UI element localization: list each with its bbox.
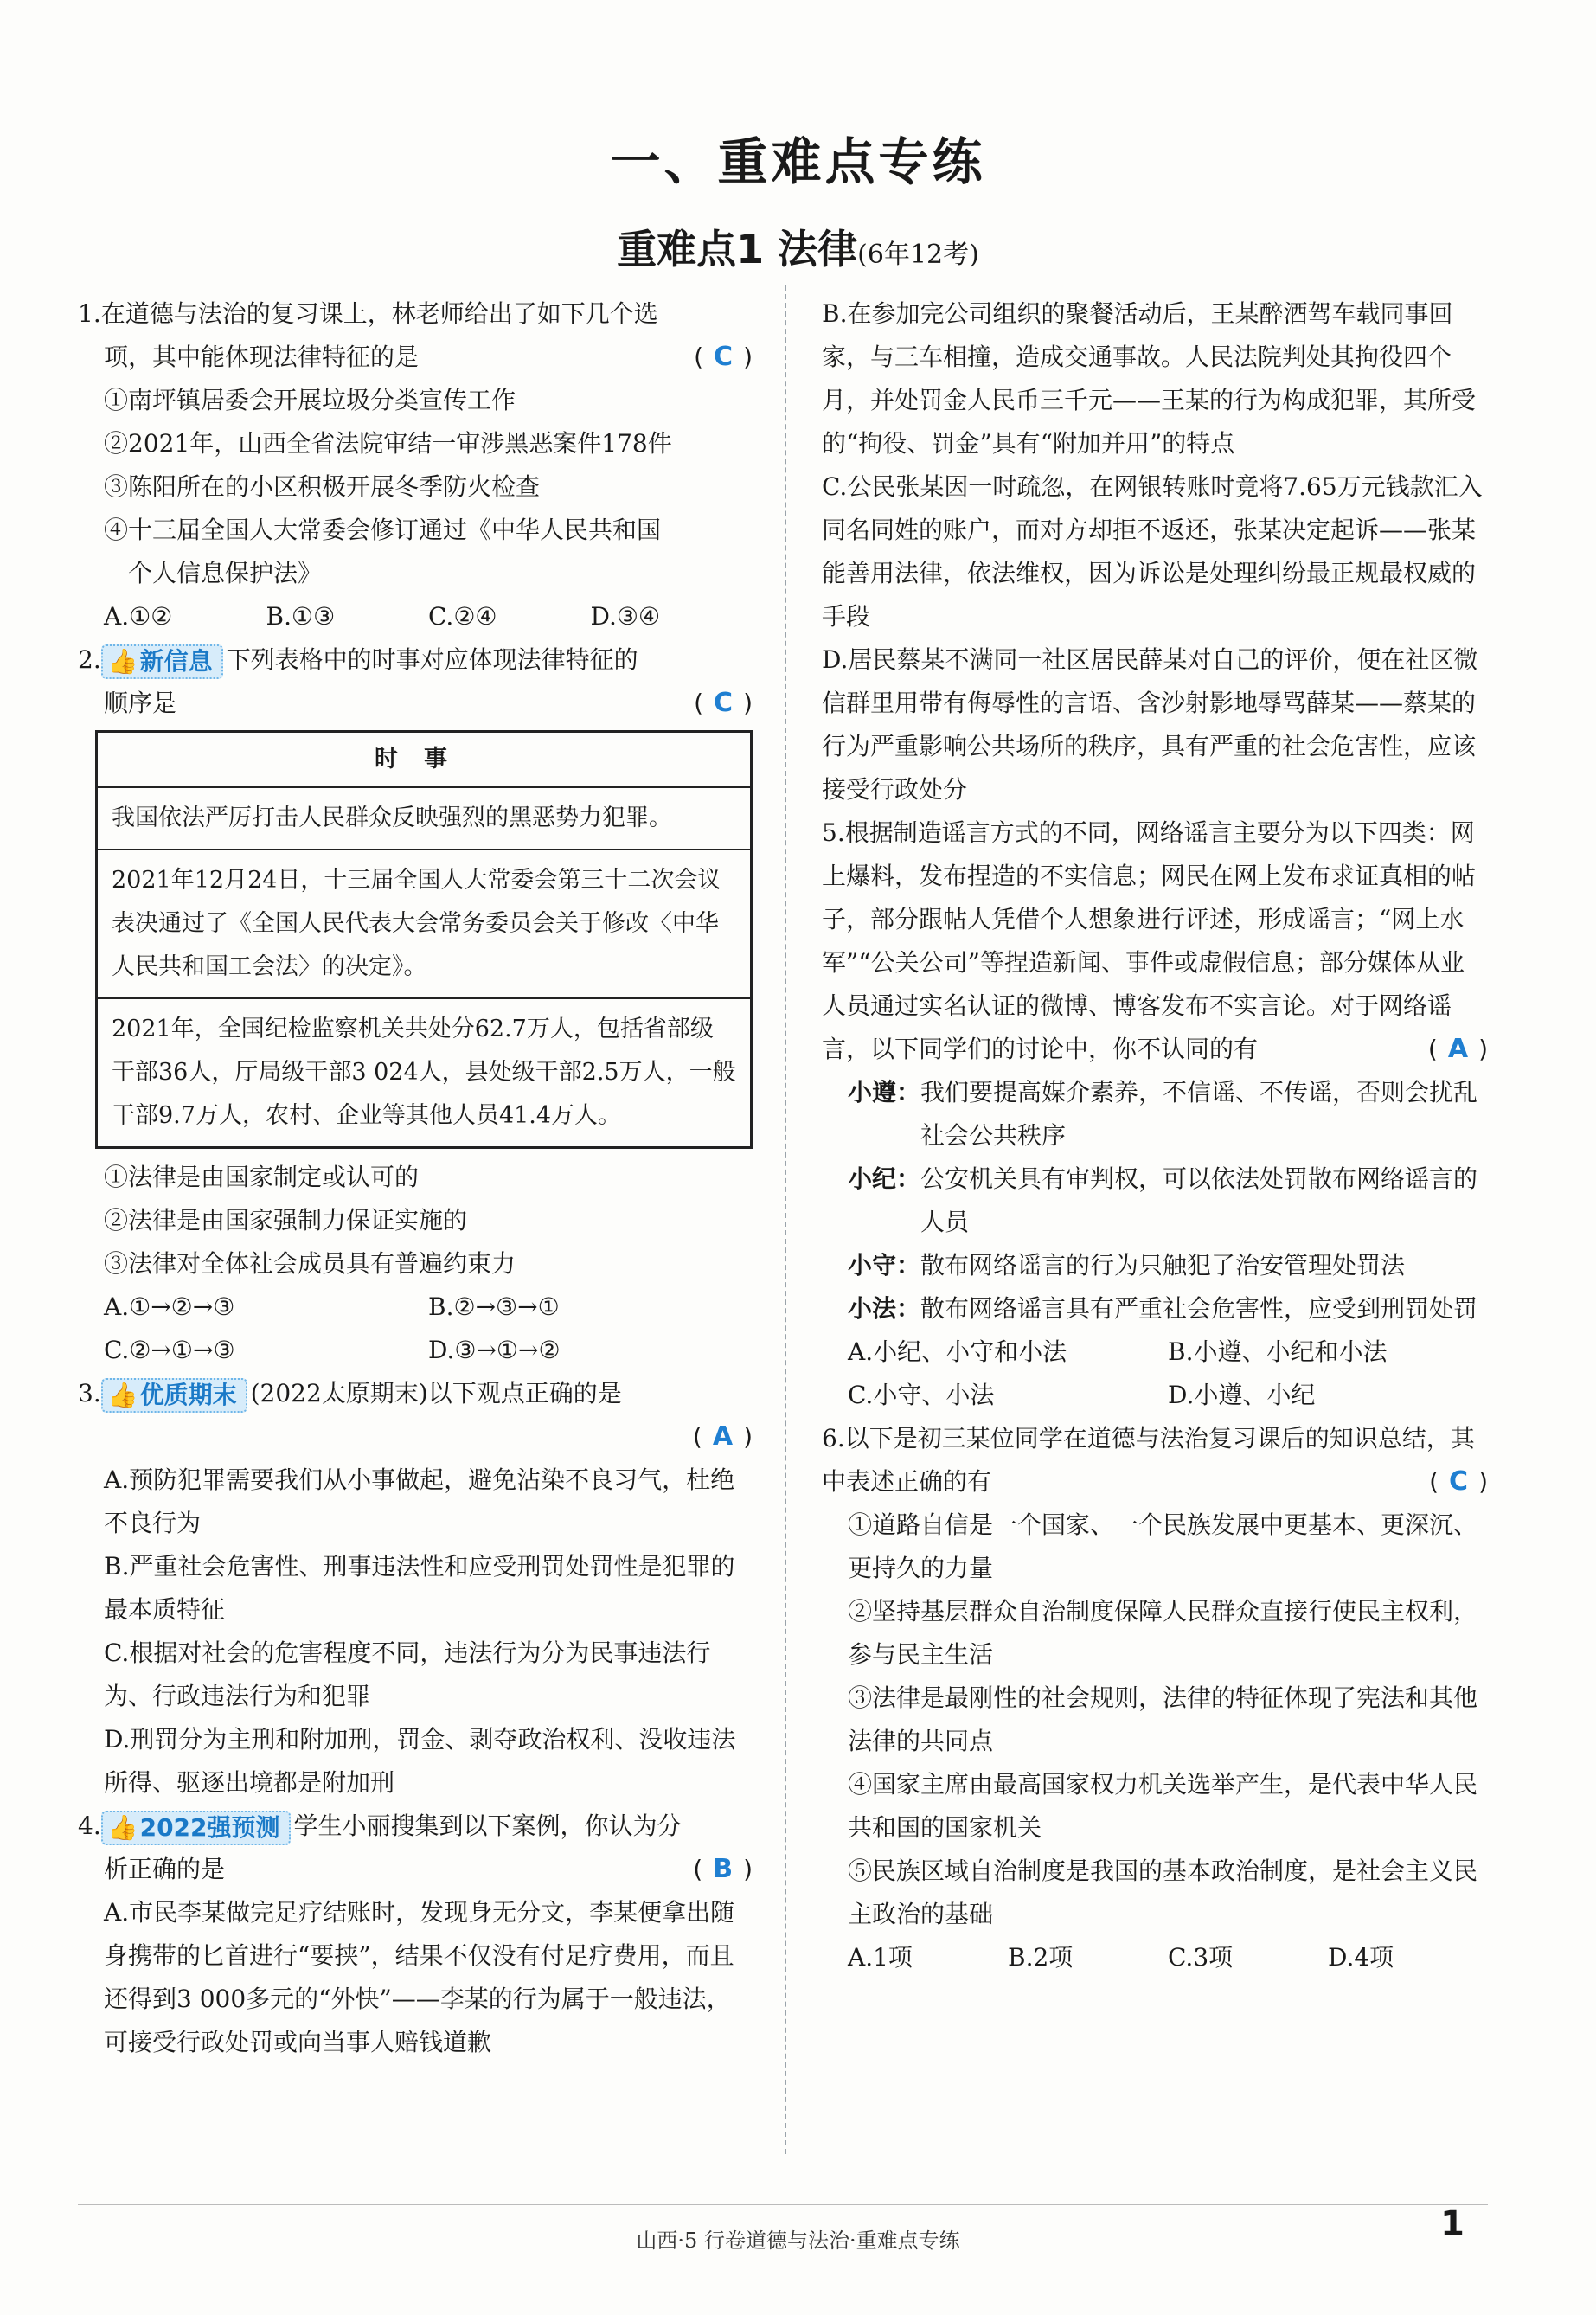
page-title: 一、重难点专练 bbox=[610, 132, 986, 191]
question-number: 3. bbox=[78, 1379, 101, 1408]
option-c: C.公民张某因一时疏忽，在网银转账时竟将7.65万元钱款汇入同名同姓的账户，而对方却拒不返还，张某决定起诉——张某能善用法律，依法维权，因为诉讼是处理纠纷最正规最权威的手段 bbox=[822, 472, 1483, 631]
question-stem: (2022太原期末)以下观点正确的是 bbox=[250, 1379, 622, 1408]
option-b: B.在参加完公司组织的聚餐活动后，王某醉酒驾车载同事回家，与三车相撞，造成交通事故。人民法院判处其拘役四个月，并处罚金人民币三千元——王某的行为构成犯罪，其所受的“拘役、罚金”具有“附加并用”的特点 bbox=[822, 299, 1477, 458]
column-divider bbox=[785, 285, 786, 2154]
question-1 bbox=[78, 292, 753, 638]
news-table bbox=[95, 730, 753, 1149]
option-c: C.②→①→③ bbox=[104, 1336, 235, 1364]
speaker-line bbox=[822, 1071, 1488, 1158]
question-number: 4. bbox=[78, 1812, 101, 1840]
quality-final-tag: 👍优质期末 bbox=[101, 1378, 247, 1413]
option-d: D.③→①→② bbox=[428, 1336, 561, 1364]
statement-item: ①道路自信是一个国家、一个民族发展中更基本、更深沉、更持久的力量 bbox=[848, 1510, 1478, 1582]
speaker-text: 我们要提高媒介素养，不信谣、不传谣，否则会扰乱社会公共秩序 bbox=[920, 1078, 1478, 1150]
question-stem: 项，其中能体现法律特征的是 bbox=[104, 343, 420, 371]
options bbox=[822, 1936, 1488, 1979]
answer: B bbox=[713, 1854, 734, 1884]
statement-item: ③法律对全体社会成员具有普遍约束力 bbox=[104, 1249, 516, 1278]
answer: C bbox=[714, 688, 734, 718]
page-number: 1 bbox=[1440, 2204, 1465, 2244]
question-3 bbox=[78, 1372, 753, 1805]
option-a: A.小纪、小守和小法 bbox=[848, 1337, 1067, 1366]
option-d: D.刑罚分为主刑和附加刑，罚金、剥夺政治权利、没收违法所得、驱逐出境都是附加刑 bbox=[104, 1725, 736, 1797]
question-5 bbox=[822, 811, 1488, 1417]
right-column bbox=[822, 292, 1488, 1979]
statement-item: ④十三届全国人大常委会修订通过《中华人民共和国 bbox=[104, 516, 662, 544]
question-stem: 学生小丽搜集到以下案例，你认为分 bbox=[293, 1812, 682, 1840]
speaker-line bbox=[822, 1287, 1488, 1331]
question-stem: 以下是初三某位同学在道德与法治复习课后的知识总结，其中表述正确的有 bbox=[822, 1424, 1475, 1496]
statement-item: 个人信息保护法》 bbox=[128, 559, 323, 587]
table-row: 2021年12月24日，十三届全国人大常委会第三十二次会议表决通过了《全国人民代表大会常务委员会关于修改〈中华人民共和国工会法〉的决定》。 bbox=[97, 850, 752, 998]
statement-item: ②2021年，山西全省法院审结一审涉黑恶案件178件 bbox=[104, 429, 672, 458]
footer-text: 山西·5 行卷道德与法治·重难点专练 bbox=[636, 2228, 960, 2253]
option-a: A.①→②→③ bbox=[104, 1292, 235, 1321]
thumbs-up-icon: 👍 bbox=[107, 1380, 138, 1409]
question-number: 1. bbox=[78, 299, 101, 328]
option-c: C.3项 bbox=[1168, 1943, 1234, 1972]
answer-bracket: ( A ) bbox=[1427, 1034, 1488, 1064]
option-a: A.预防犯罪需要我们从小事做起，避免沾染不良习气，杜绝不良行为 bbox=[104, 1465, 735, 1537]
option-a: A.①② bbox=[104, 602, 173, 631]
speaker-line bbox=[822, 1158, 1488, 1244]
question-number: 5. bbox=[822, 818, 845, 847]
option-b: B.小遵、小纪和小法 bbox=[1168, 1337, 1388, 1366]
question-stem: 析正确的是 bbox=[104, 1855, 226, 1883]
section-subtitle: (6年12考) bbox=[857, 240, 979, 270]
option-c: C.②④ bbox=[428, 602, 497, 631]
options bbox=[78, 595, 753, 638]
option-b: B.①③ bbox=[266, 602, 336, 631]
options bbox=[78, 1286, 753, 1372]
statement-item: ①法律是由国家制定或认可的 bbox=[104, 1163, 420, 1191]
footer-rule bbox=[78, 2204, 1488, 2205]
speaker-name: 小纪： bbox=[848, 1164, 921, 1193]
left-column bbox=[78, 292, 753, 2064]
speaker-line bbox=[822, 1244, 1488, 1287]
statement-item: ④国家主席由最高国家权力机关选举产生，是代表中华人民共和国的国家机关 bbox=[848, 1770, 1478, 1842]
question-stem: 下列表格中的时事对应体现法律特征的 bbox=[226, 645, 638, 674]
question-4 bbox=[78, 1805, 753, 2064]
statement-item: ②坚持基层群众自治制度保障人民群众直接行使民主权利，参与民主生活 bbox=[848, 1597, 1478, 1669]
answer-bracket: ( C ) bbox=[1429, 1466, 1488, 1497]
option-c: C.小守、小法 bbox=[848, 1381, 995, 1409]
prediction-tag: 👍2022强预测 bbox=[101, 1811, 291, 1845]
speaker-name: 小法： bbox=[848, 1294, 921, 1323]
question-stem: 顺序是 bbox=[104, 689, 177, 717]
question-number: 6. bbox=[822, 1424, 845, 1452]
answer: A bbox=[1447, 1034, 1469, 1064]
option-a: A.1项 bbox=[848, 1943, 913, 1972]
question-number: 2. bbox=[78, 645, 101, 674]
question-2 bbox=[78, 638, 753, 1372]
statement-item: ①南坪镇居委会开展垃圾分类宣传工作 bbox=[104, 386, 516, 414]
speaker-text: 散布网络谣言的行为只触犯了治安管理处罚法 bbox=[920, 1251, 1406, 1279]
table-row: 2021年，全国纪检监察机关共处分62.7万人，包括省部级干部36人，厅局级干部3 024人，县处级干部2.5万人，一般干部9.7万人，农村、企业等其他人员41.4万人。 bbox=[97, 998, 752, 1148]
statement-item: ③陈阳所在的小区积极开展冬季防火检查 bbox=[104, 472, 541, 501]
speaker-name: 小遵： bbox=[848, 1078, 921, 1106]
speaker-text: 公安机关具有审判权，可以依法处罚散布网络谣言的人员 bbox=[920, 1164, 1478, 1236]
section-title bbox=[0, 218, 1596, 275]
answer-bracket: ( C ) bbox=[694, 688, 753, 718]
speaker-name: 小守： bbox=[848, 1251, 921, 1279]
new-info-tag: 👍新信息 bbox=[101, 644, 223, 679]
option-b: B.2项 bbox=[1008, 1943, 1074, 1972]
option-d: D.小遵、小纪 bbox=[1168, 1381, 1316, 1409]
option-d: D.4项 bbox=[1328, 1943, 1394, 1972]
thumbs-up-icon: 👍 bbox=[107, 646, 138, 676]
question-6 bbox=[822, 1417, 1488, 1979]
answer-bracket: ( C ) bbox=[694, 342, 753, 372]
statement-item: ⑤民族区域自治制度是我国的基本政治制度，是社会主义民主政治的基础 bbox=[848, 1856, 1478, 1928]
option-d: D.居民蔡某不满同一社区居民薛某对自己的评价，便在社区微信群里用带有侮辱性的言语、含沙射影地辱骂薛某——蔡某的行为严重影响公共场所的秩序，具有严重的社会危害性，应该接受行政处分 bbox=[822, 645, 1478, 804]
options bbox=[822, 1331, 1488, 1417]
option-d: D.③④ bbox=[590, 602, 661, 631]
section-heading: 重难点1 法律 bbox=[617, 226, 858, 273]
option-b: B.②→③→① bbox=[428, 1292, 560, 1321]
answer: A bbox=[712, 1421, 734, 1452]
option-a: A.市民李某做完足疗结账时，发现身无分文，李某便拿出随身携带的匕首进行“要挟”，结果不仅没有付足疗费用，而且还得到3 000多元的“外快”——李某的行为属于一般违法，可接受行政处罚或向当事人赔钱道歉 bbox=[104, 1898, 735, 2056]
answer-bracket: ( B ) bbox=[693, 1854, 753, 1884]
option-c: C.根据对社会的危害程度不同，违法行为分为民事违法行为、行政违法行为和犯罪 bbox=[104, 1638, 711, 1710]
thumbs-up-icon: 👍 bbox=[107, 1812, 138, 1842]
answer: C bbox=[714, 342, 734, 372]
question-stem: 根据制造谣言方式的不同，网络谣言主要分为以下四类：网上爆料，发布捏造的不实信息；网民在网上发布求证真相的帖子，部分跟帖人凭借个人想象进行评述，形成谣言；“网上水军”“公关公司”等捏造新闻、事件或虚假信息；部分媒体从业人员通过实名认证的微博、博客发布不实言论。对于网络谣言，以下同学们的讨论中，你不认同的有 bbox=[822, 818, 1477, 1063]
option-b: B.严重社会危害性、刑事违法性和应受刑罚处罚性是犯罪的最本质特征 bbox=[104, 1552, 735, 1624]
table-row: 我国依法严厉打击人民群众反映强烈的黑恶势力犯罪。 bbox=[97, 787, 752, 850]
table-header: 时事 bbox=[97, 732, 752, 788]
speaker-text: 散布网络谣言具有严重社会危害性，应受到刑罚处罚 bbox=[920, 1294, 1478, 1323]
answer: C bbox=[1449, 1466, 1469, 1497]
statement-item: ②法律是由国家强制力保证实施的 bbox=[104, 1206, 468, 1234]
answer-bracket: ( A ) bbox=[692, 1421, 753, 1452]
question-stem: 在道德与法治的复习课上，林老师给出了如下几个选 bbox=[100, 299, 658, 328]
statement-item: ③法律是最刚性的社会规则，法律的特征体现了宪法和其他法律的共同点 bbox=[848, 1683, 1478, 1755]
